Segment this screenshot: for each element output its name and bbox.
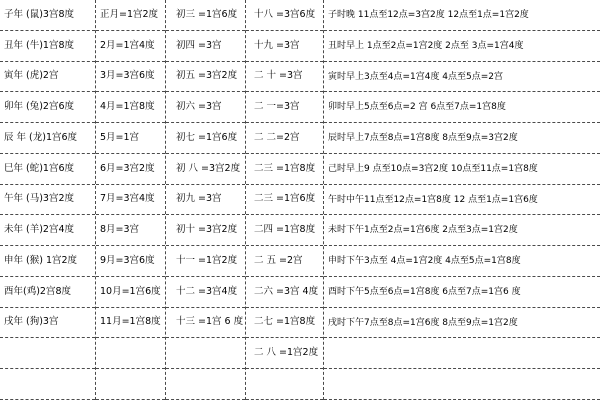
table-cell: 二四 =1宫8度: [246, 215, 323, 246]
table-cell: 十三 =1宫 6 度: [166, 308, 245, 339]
table-cell: 子年 (鼠)3宫8度: [0, 0, 95, 31]
table-cell: 寅年 (虎)2宫: [0, 62, 95, 93]
table-cell-empty: [96, 369, 165, 400]
table-cell: 初五 =3宫2度: [166, 62, 245, 93]
table-cell-empty: [324, 369, 600, 400]
table-cell: 十一 =1宫2度: [166, 246, 245, 277]
table-cell: 9月=3宫6度: [96, 246, 165, 277]
table-cell: 二 一=3宫: [246, 92, 323, 123]
table-cell: 卯时早上5点至6点=2 宫 6点至7点=1宫8度: [324, 92, 600, 123]
table-cell: 4月=1宫8度: [96, 92, 165, 123]
table-cell: 7月=3宫4度: [96, 185, 165, 216]
table-cell: 申年 (猴) 1宫2度: [0, 246, 95, 277]
table-cell-empty: [166, 369, 245, 400]
table-cell: 二 十 =3宫: [246, 62, 323, 93]
table-cell: 二 八 =1宫2度: [246, 338, 323, 369]
column-day-palace-first: [166, 0, 246, 400]
table-cell: 初十 =3宫2度: [166, 215, 245, 246]
table-cell: 初九 =3宫: [166, 185, 245, 216]
table-cell: 巳年 (蛇)1宫6度: [0, 154, 95, 185]
column-month-palace: [96, 0, 166, 400]
table-cell: 戌年 (狗)3宫: [0, 308, 95, 339]
table-cell-empty: [96, 338, 165, 369]
table-cell: 二 二=2宫: [246, 123, 323, 154]
table-cell: 丑时早上 1点至2点=1宫2度 2点至 3点=1宫4度: [324, 31, 600, 62]
table-cell: 8月=3宫: [96, 215, 165, 246]
table-cell: 初四 =3宫: [166, 31, 245, 62]
table-cell: 未年 (羊)2宫4度: [0, 215, 95, 246]
table-cell: 十二 =3宫4度: [166, 277, 245, 308]
table-cell: 辰 年 (龙)1宫6度: [0, 123, 95, 154]
table-cell: 十八 =3宫6度: [246, 0, 323, 31]
table-cell-empty: [0, 369, 95, 400]
table-cell: 十九 =3宫: [246, 31, 323, 62]
table-cell: 午时中午11点至12点=1宫8度 12 点至1点=1宫6度: [324, 185, 600, 216]
table-cell: 申时下午3点至 4点=1宫2度 4点至5点=1宫8度: [324, 246, 600, 277]
column-hour-palace: [324, 0, 600, 400]
table-cell: 3月=3宫6度: [96, 62, 165, 93]
table-cell: 辰时早上7点至8点=1宫8度 8点至9点=3宫2度: [324, 123, 600, 154]
table-cell-empty: [166, 338, 245, 369]
table-cell: 二六 =3宫 4度: [246, 277, 323, 308]
table-cell-empty: [0, 338, 95, 369]
table-cell: 酉时下午5点至6点=1宫8度 6点至7点=1宫6 度: [324, 277, 600, 308]
table-cell: 酉年(鸡)2宫8度: [0, 277, 95, 308]
table-cell: 正月=1宫2度: [96, 0, 165, 31]
table-cell: 初 八 =3宫2度: [166, 154, 245, 185]
table-cell: 午年 (马)3宫2度: [0, 185, 95, 216]
table-cell: 二三 =1宫6度: [246, 185, 323, 216]
table-cell: 初六 =3宫: [166, 92, 245, 123]
table-cell: 二 五 =2宫: [246, 246, 323, 277]
table-cell-empty: [324, 338, 600, 369]
table-cell: 二七 =1宫8度: [246, 308, 323, 339]
table-cell: 二三 =1宫8度: [246, 154, 323, 185]
table-cell: 寅时早上3点至4点=1宫4度 4点至5点=2宫: [324, 62, 600, 93]
column-day-palace-second: [246, 0, 324, 400]
table-cell: 10月=1宫6度: [96, 277, 165, 308]
table-cell: 6月=3宫2度: [96, 154, 165, 185]
table-cell: 2月=1宫4度: [96, 31, 165, 62]
table-cell: 未时下午1点至2点=1宫6度 2点至3点=1宫2度: [324, 215, 600, 246]
table-cell: 子时晚 11点至12点=3宫2度 12点至1点=1宫2度: [324, 0, 600, 31]
table-cell: 戌时下午7点至8点=1宫6度 8点至9点=1宫2度: [324, 308, 600, 339]
table-cell: 己时早上9 点至10点=3宫2度 10点至11点=1宫8度: [324, 154, 600, 185]
table-cell: 11月=1宫8度: [96, 308, 165, 339]
table-cell: 初三 =1宫6度: [166, 0, 245, 31]
column-year-branch-palace: [0, 0, 96, 400]
table-cell: 初七 =1宫6度: [166, 123, 245, 154]
table-cell-empty: [246, 369, 323, 400]
table-cell: 丑年 (牛)1宫8度: [0, 31, 95, 62]
table-cell: 5月=1宫: [96, 123, 165, 154]
table-cell: 卯年 (兔)2宫6度: [0, 92, 95, 123]
